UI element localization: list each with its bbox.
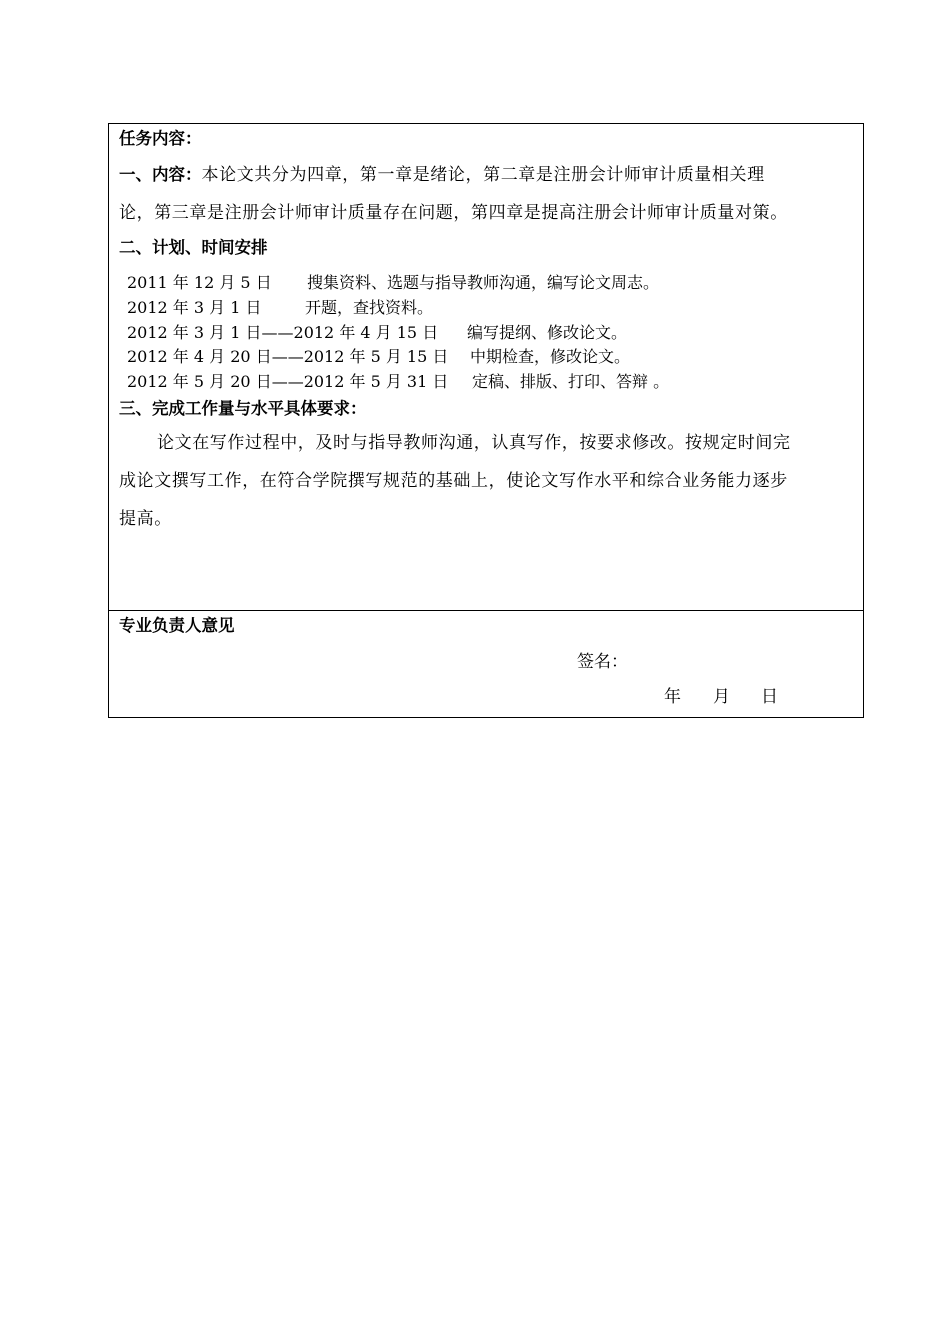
section1-line1 [119,165,765,185]
schedule-task: 开题，查找资料。 [305,298,434,317]
schedule-task: 定稿、排版、打印、答辩 。 [472,372,670,391]
section1-label: 一、内容： [119,165,202,184]
schedule-date: 2012 年 4 月 20 日——2012 年 5 月 15 日 [127,347,449,366]
date-day-label: 日 [761,687,778,707]
date-year-label: 年 [664,687,681,707]
section1-text-line1: 本论文共分为四章，第一章是绪论，第二章是注册会计师审计质量相关理 [201,165,765,185]
task-content-cell [109,124,863,611]
opinion-heading: 专业负责人意见 [119,616,235,635]
section3-text-line1: 论文在写作过程中，及时与指导教师沟通，认真写作，按要求修改。按规定时间完 [157,433,791,453]
section3-text-line2: 成论文撰写工作，在符合学院撰写规范的基础上，使论文写作水平和综合业务能力逐步 [119,471,788,491]
schedule-row [127,323,627,343]
task-form-table [108,123,864,718]
section3-text-line3: 提高。 [119,509,172,529]
schedule-row [127,273,659,293]
schedule-date: 2012 年 3 月 1 日 [127,298,262,317]
opinion-cell [109,611,863,717]
schedule-date: 2011 年 12 月 5 日 [127,273,272,292]
schedule-task: 中期检查，修改论文。 [470,347,631,366]
schedule-row [127,347,630,367]
schedule-date: 2012 年 5 月 20 日——2012 年 5 月 31 日 [127,372,449,391]
section3-label: 三、完成工作量与水平具体要求： [119,399,367,418]
schedule-row [127,372,669,392]
schedule-row [127,298,433,318]
section1-text-line2: 论，第三章是注册会计师审计质量存在问题，第四章是提高注册会计师审计质量对策。 [119,203,788,223]
schedule-date: 2012 年 3 月 1 日——2012 年 4 月 15 日 [127,323,439,342]
schedule-task: 编写提纲、修改论文。 [467,323,628,342]
task-heading: 任务内容： [119,129,202,148]
schedule-task: 搜集资料、选题与指导教师沟通，编写论文周志。 [307,273,660,292]
signature-label: 签名： [577,652,628,672]
date-month-label: 月 [713,687,730,707]
section2-label: 二、计划、时间安排 [119,238,268,257]
